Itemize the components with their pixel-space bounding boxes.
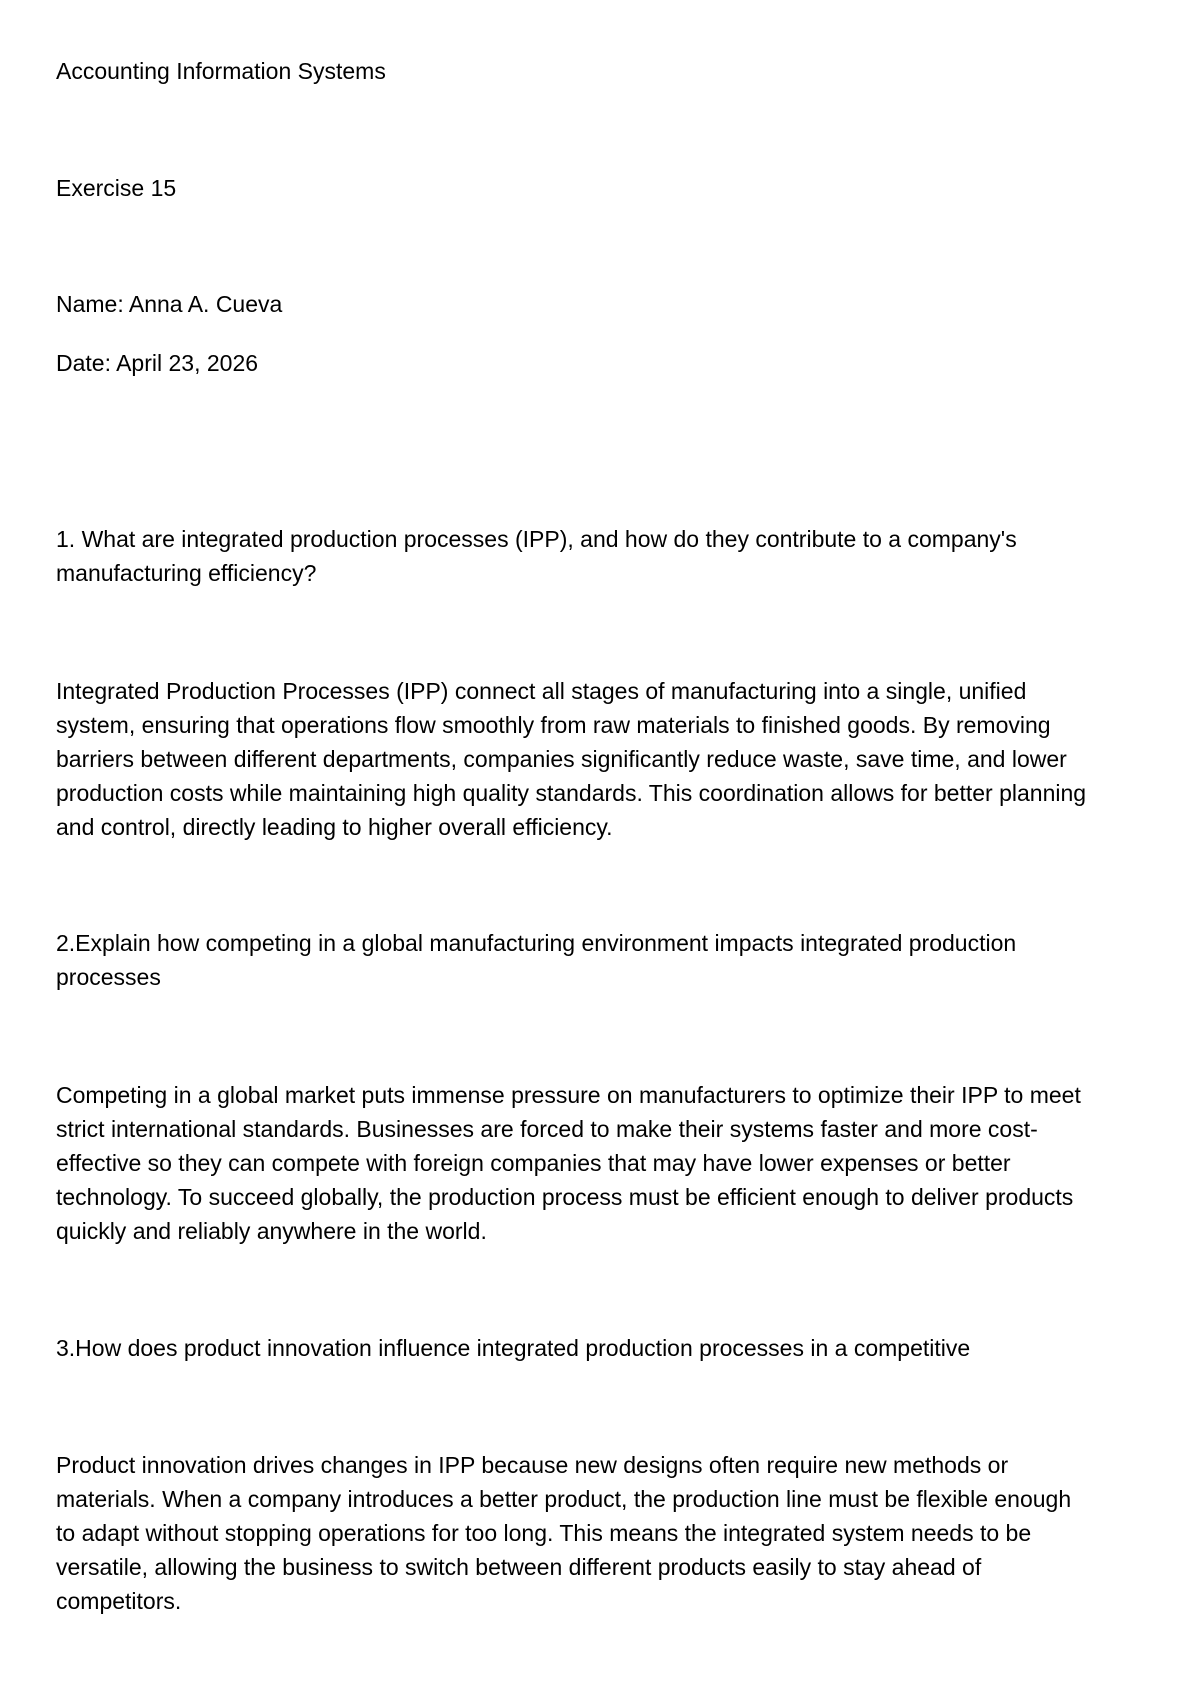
- answer-1: [56, 674, 1156, 844]
- answer-2-line: strict international standards. Businesses are forced to make their systems faster and more cost-: [56, 1116, 1038, 1142]
- student-name: Name: Anna A. Cueva: [56, 291, 283, 317]
- course-title: Accounting Information Systems: [56, 58, 386, 84]
- question-1-line: 1. What are integrated production processes (IPP), and how do they contribute to a company's: [56, 526, 1017, 552]
- answer-1-line: Integrated Production Processes (IPP) connect all stages of manufacturing into a single, unified: [56, 678, 1027, 704]
- question-1: [56, 522, 1156, 590]
- answer-1-line: and control, directly leading to higher overall efficiency.: [56, 814, 613, 840]
- answer-3-line: versatile, allowing the business to switch between different products easily to stay ahead of: [56, 1554, 982, 1580]
- answer-2-line: quickly and reliably anywhere in the world.: [56, 1218, 487, 1244]
- answer-2-line: technology. To succeed globally, the production process must be efficient enough to deliver products: [56, 1184, 1074, 1210]
- answer-3-line: to adapt without stopping operations for too long. This means the integrated system needs to be: [56, 1520, 1032, 1546]
- answer-3: [56, 1448, 1156, 1618]
- answer-3-line: materials. When a company introduces a better product, the production line must be flexible enough: [56, 1486, 1072, 1512]
- answer-2: [56, 1078, 1156, 1248]
- answer-2-line: Competing in a global market puts immense pressure on manufacturers to optimize their IPP to meet: [56, 1082, 1081, 1108]
- question-2: [56, 926, 1156, 994]
- answer-3-line: competitors.: [56, 1588, 182, 1614]
- answer-1-line: system, ensuring that operations flow smoothly from raw materials to finished goods. By removing: [56, 712, 1051, 738]
- answer-3-line: Product innovation drives changes in IPP because new designs often require new methods or: [56, 1452, 1009, 1478]
- question-1-line: manufacturing efficiency?: [56, 560, 317, 586]
- exercise-label: Exercise 15: [56, 175, 177, 201]
- question-3: [56, 1331, 1156, 1365]
- question-2-line: processes: [56, 964, 161, 990]
- answer-1-line: production costs while maintaining high quality standards. This coordination allows for better planning: [56, 780, 1087, 806]
- answer-1-line: barriers between different departments, companies significantly reduce waste, save time, and lower: [56, 746, 1067, 772]
- submission-date: Date: April 23, 2026: [56, 350, 259, 376]
- question-2-line: 2.Explain how competing in a global manufacturing environment impacts integrated production: [56, 930, 1017, 956]
- answer-2-line: effective so they can compete with foreign companies that may have lower expenses or better: [56, 1150, 1011, 1176]
- question-3-line: 3.How does product innovation influence integrated production processes in a competitive: [56, 1335, 971, 1361]
